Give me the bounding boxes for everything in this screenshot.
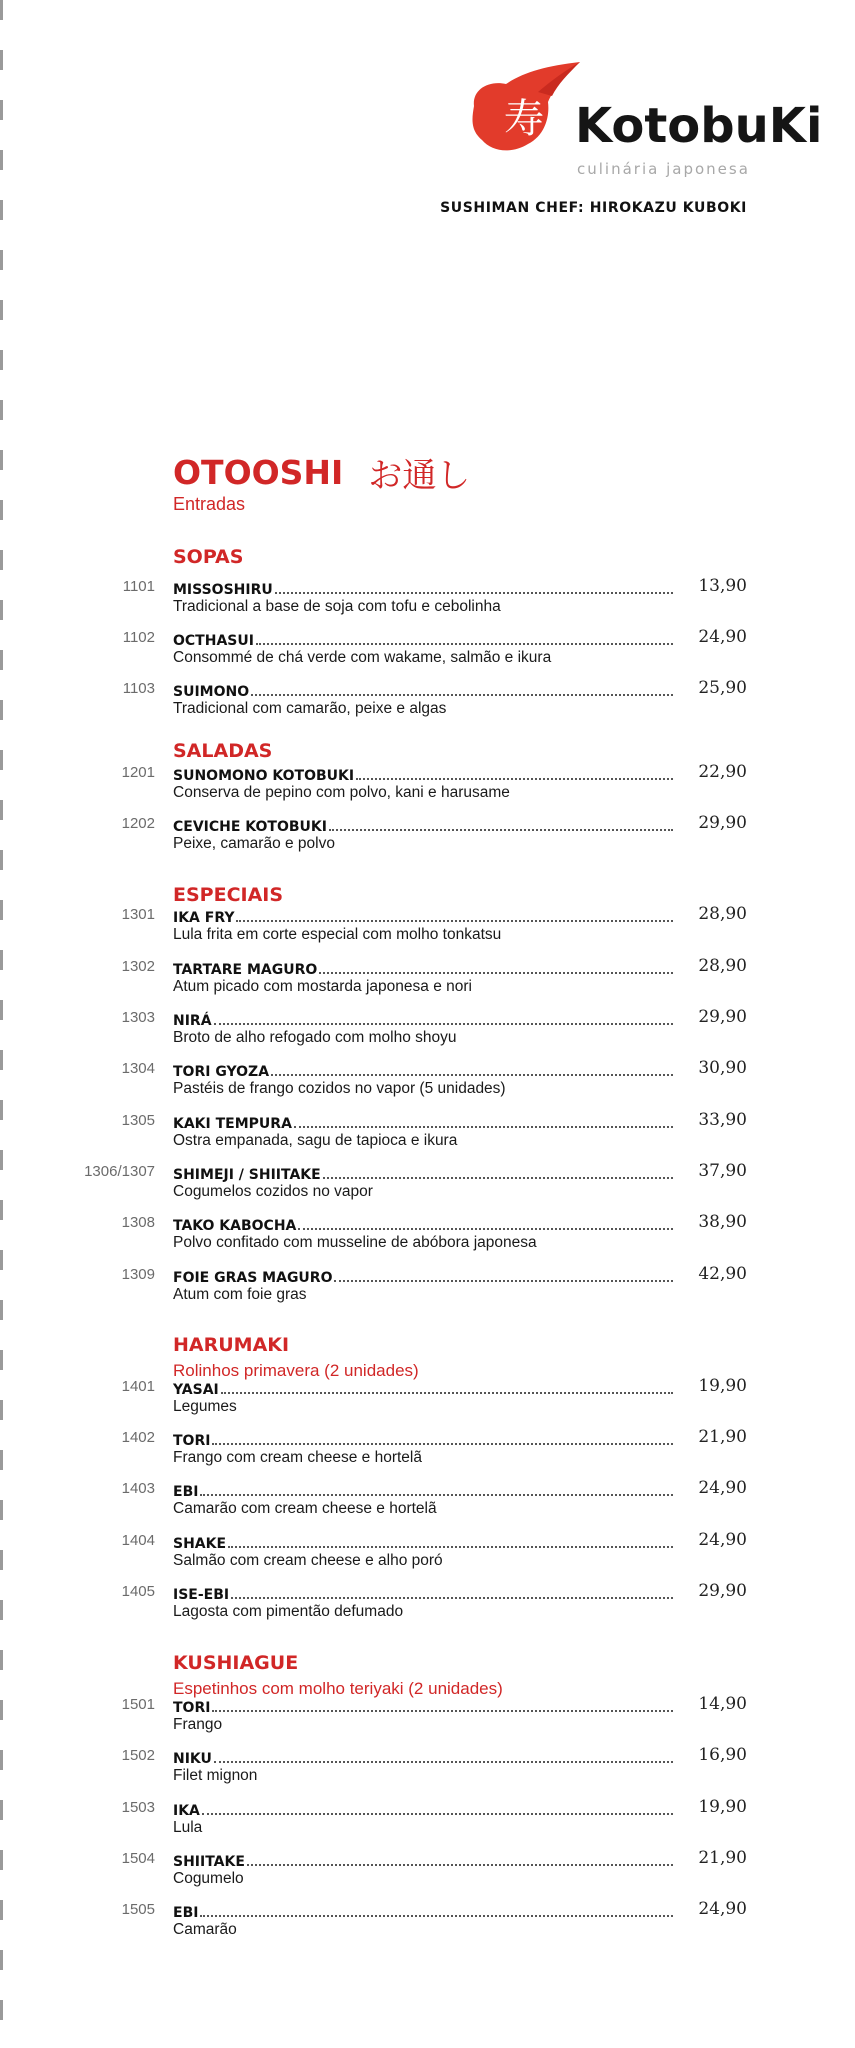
item-name-row — [173, 958, 673, 978]
item-price: 37,90 — [698, 1161, 747, 1181]
item-name-row — [173, 578, 673, 598]
item-code: 1202 — [121, 815, 155, 832]
item-price: 16,90 — [698, 1745, 747, 1765]
item-name-row — [173, 1696, 673, 1716]
dot-leader — [228, 1532, 673, 1548]
item-price: 24,90 — [698, 1530, 747, 1550]
item-description: Cogumelo — [173, 1870, 244, 1887]
chef-credit: SUSHIMAN CHEF: HIROKAZU KUBOKI — [440, 200, 747, 216]
item-description: Pastéis de frango cozidos no vapor (5 unidades) — [173, 1080, 506, 1097]
dot-leader — [200, 1480, 673, 1496]
item-name-row — [173, 1747, 673, 1767]
item-description: Camarão com cream cheese e hortelã — [173, 1500, 437, 1517]
item-name: NIKU — [173, 1751, 212, 1767]
page-subtitle: Entradas — [173, 494, 246, 514]
section-title: KUSHIAGUE — [173, 1652, 299, 1674]
menu-item — [0, 1266, 855, 1314]
item-name: MISSOSHIRU — [173, 582, 273, 598]
item-name-row — [173, 1532, 673, 1552]
item-name: SHAKE — [173, 1536, 227, 1552]
dot-leader — [212, 1696, 673, 1712]
menu-item — [0, 958, 855, 1006]
menu-item — [0, 1429, 855, 1477]
menu-item — [0, 1532, 855, 1580]
dot-leader — [275, 578, 673, 594]
dot-leader — [319, 958, 673, 974]
item-price: 21,90 — [698, 1427, 747, 1447]
dot-leader — [221, 1378, 673, 1394]
item-name: IKA FRY — [173, 910, 235, 926]
dot-leader — [334, 1266, 673, 1282]
section-title: ESPECIAIS — [173, 884, 284, 906]
item-price: 25,90 — [698, 678, 747, 698]
menu-item — [0, 906, 855, 954]
section-title: SOPAS — [173, 546, 244, 568]
item-code: 1102 — [122, 629, 155, 646]
kotobuki-logo-icon — [468, 62, 588, 172]
dot-leader — [323, 1163, 673, 1179]
item-price: 33,90 — [698, 1110, 747, 1130]
item-description: Atum com foie gras — [173, 1286, 307, 1303]
dot-leader — [256, 629, 673, 645]
item-name-row — [173, 1266, 673, 1286]
item-name: SHIITAKE — [173, 1854, 245, 1870]
item-code: 1402 — [121, 1429, 155, 1446]
item-name-row — [173, 1480, 673, 1500]
item-name-row — [173, 1163, 673, 1183]
item-name-row — [173, 1583, 673, 1603]
menu-item — [0, 1901, 855, 1949]
item-code: 1302 — [121, 958, 155, 975]
menu-item — [0, 578, 855, 626]
item-name: EBI — [173, 1484, 199, 1500]
menu-item — [0, 1480, 855, 1528]
section-title: SALADAS — [173, 740, 273, 762]
item-name: FOIE GRAS MAGURO — [173, 1270, 333, 1286]
item-price: 14,90 — [698, 1694, 747, 1714]
item-name: TARTARE MAGURO — [173, 962, 318, 978]
menu-item — [0, 1850, 855, 1898]
item-name: EBI — [173, 1905, 199, 1921]
brand-tagline: culinária japonesa — [577, 160, 750, 178]
item-name-row — [173, 1112, 673, 1132]
dot-leader — [294, 1112, 673, 1128]
item-code: 1101 — [122, 578, 155, 595]
menu-item — [0, 1060, 855, 1108]
item-description: Ostra empanada, sagu de tapioca e ikura — [173, 1132, 458, 1149]
dot-leader — [231, 1583, 673, 1599]
item-price: 19,90 — [698, 1797, 747, 1817]
item-code: 1306/1307 — [84, 1163, 155, 1180]
menu-item — [0, 1799, 855, 1847]
item-price: 21,90 — [698, 1848, 747, 1868]
dot-leader — [298, 1214, 673, 1230]
item-price: 19,90 — [698, 1376, 747, 1396]
item-code: 1405 — [121, 1583, 155, 1600]
item-name-row — [173, 764, 673, 784]
item-name: OCTHASUI — [173, 633, 254, 649]
item-description: Consommé de chá verde com wakame, salmão e ikura — [173, 649, 552, 666]
dot-leader — [329, 815, 673, 831]
item-name: SUNOMONO KOTOBUKI — [173, 768, 355, 784]
item-name-row — [173, 815, 673, 835]
item-price: 30,90 — [698, 1058, 747, 1078]
item-price: 28,90 — [698, 956, 747, 976]
item-name: TORI — [173, 1700, 211, 1716]
item-name: ISE-EBI — [173, 1587, 230, 1603]
item-code: 1505 — [121, 1901, 155, 1918]
item-name: NIRÁ — [173, 1013, 212, 1029]
item-name: CEVICHE KOTOBUKI — [173, 819, 327, 835]
item-code: 1308 — [121, 1214, 155, 1231]
menu-item — [0, 1009, 855, 1057]
item-price: 29,90 — [698, 1581, 747, 1601]
menu-item — [0, 1696, 855, 1744]
dot-leader — [212, 1429, 673, 1445]
item-price: 42,90 — [698, 1264, 747, 1284]
item-description: Salmão com cream cheese e alho poró — [173, 1552, 443, 1569]
item-name: SUIMONO — [173, 684, 250, 700]
dot-leader — [214, 1009, 673, 1025]
item-name-row — [173, 1060, 673, 1080]
item-description: Conserva de pepino com polvo, kani e harusame — [173, 784, 510, 801]
dot-leader — [214, 1747, 673, 1763]
menu-item — [0, 764, 855, 812]
brand-name: KotobuKi — [575, 98, 823, 154]
item-name-row — [173, 1850, 673, 1870]
item-name: IKA — [173, 1803, 200, 1819]
item-price: 22,90 — [698, 762, 747, 782]
item-name: YASAI — [173, 1382, 219, 1398]
item-description: Frango com cream cheese e hortelã — [173, 1449, 422, 1466]
section-subtitle: Rolinhos primavera (2 unidades) — [173, 1361, 419, 1380]
menu-item — [0, 1378, 855, 1426]
item-name-row — [173, 1901, 673, 1921]
page-title: OTOOSHI — [173, 453, 344, 492]
page-title-row — [173, 448, 470, 497]
item-description: Atum picado com mostarda japonesa e nori — [173, 978, 472, 995]
item-description: Cogumelos cozidos no vapor — [173, 1183, 373, 1200]
section-subtitle: Espetinhos com molho teriyaki (2 unidades) — [173, 1679, 503, 1698]
item-description: Camarão — [173, 1921, 237, 1938]
item-code: 1403 — [121, 1480, 155, 1497]
menu-item — [0, 1112, 855, 1160]
item-name: KAKI TEMPURA — [173, 1116, 292, 1132]
item-price: 24,90 — [698, 1478, 747, 1498]
page-title-japanese: お通し — [368, 456, 471, 496]
dot-leader — [271, 1060, 673, 1076]
menu-item — [0, 1583, 855, 1631]
item-name-row — [173, 680, 673, 700]
item-description: Filet mignon — [173, 1767, 258, 1784]
item-name: TORI GYOZA — [173, 1064, 270, 1080]
menu-item — [0, 815, 855, 863]
item-description: Legumes — [173, 1398, 237, 1415]
svg-text:寿: 寿 — [504, 96, 544, 142]
section-title: HARUMAKI — [173, 1334, 290, 1356]
item-code: 1305 — [121, 1112, 155, 1129]
item-description: Lula frita em corte especial com molho tonkatsu — [173, 926, 502, 943]
item-name: SHIMEJI / SHIITAKE — [173, 1167, 321, 1183]
item-name-row — [173, 1799, 673, 1819]
item-description: Polvo confitado com musseline de abóbora japonesa — [173, 1234, 537, 1251]
item-code: 1404 — [121, 1532, 155, 1549]
item-name-row — [173, 629, 673, 649]
menu-item — [0, 1747, 855, 1795]
item-name-row — [173, 1429, 673, 1449]
item-code: 1201 — [121, 764, 155, 781]
dot-leader — [202, 1799, 673, 1815]
menu-item — [0, 1163, 855, 1211]
item-description: Broto de alho refogado com molho shoyu — [173, 1029, 457, 1046]
item-code: 1401 — [121, 1378, 155, 1395]
item-name-row — [173, 1009, 673, 1029]
item-price: 29,90 — [698, 813, 747, 833]
item-price: 24,90 — [698, 627, 747, 647]
item-code: 1301 — [121, 906, 155, 923]
dot-leader — [356, 764, 673, 780]
item-price: 13,90 — [698, 576, 747, 596]
item-name: TAKO KABOCHA — [173, 1218, 297, 1234]
item-description: Lula — [173, 1819, 203, 1836]
dot-leader — [236, 906, 673, 922]
item-name-row — [173, 906, 673, 926]
menu-item — [0, 680, 855, 728]
item-code: 1501 — [121, 1696, 155, 1713]
item-description: Lagosta com pimentão defumado — [173, 1603, 404, 1620]
item-code: 1103 — [122, 680, 155, 697]
item-description: Tradicional a base de soja com tofu e cebolinha — [173, 598, 501, 615]
item-code: 1303 — [121, 1009, 155, 1026]
menu-item — [0, 1214, 855, 1262]
item-description: Peixe, camarão e polvo — [173, 835, 335, 852]
dot-leader — [200, 1901, 673, 1917]
item-code: 1502 — [121, 1747, 155, 1764]
dot-leader — [251, 680, 673, 696]
item-price: 28,90 — [698, 904, 747, 924]
menu-item — [0, 629, 855, 677]
item-price: 38,90 — [698, 1212, 747, 1232]
item-code: 1504 — [121, 1850, 155, 1867]
item-description: Tradicional com camarão, peixe e algas — [173, 700, 447, 717]
dot-leader — [247, 1850, 673, 1866]
item-code: 1309 — [121, 1266, 155, 1283]
item-description: Frango — [173, 1716, 223, 1733]
item-price: 29,90 — [698, 1007, 747, 1027]
item-name-row — [173, 1214, 673, 1234]
item-code: 1503 — [121, 1799, 155, 1816]
item-code: 1304 — [121, 1060, 155, 1077]
item-name-row — [173, 1378, 673, 1398]
item-name: TORI — [173, 1433, 211, 1449]
item-price: 24,90 — [698, 1899, 747, 1919]
